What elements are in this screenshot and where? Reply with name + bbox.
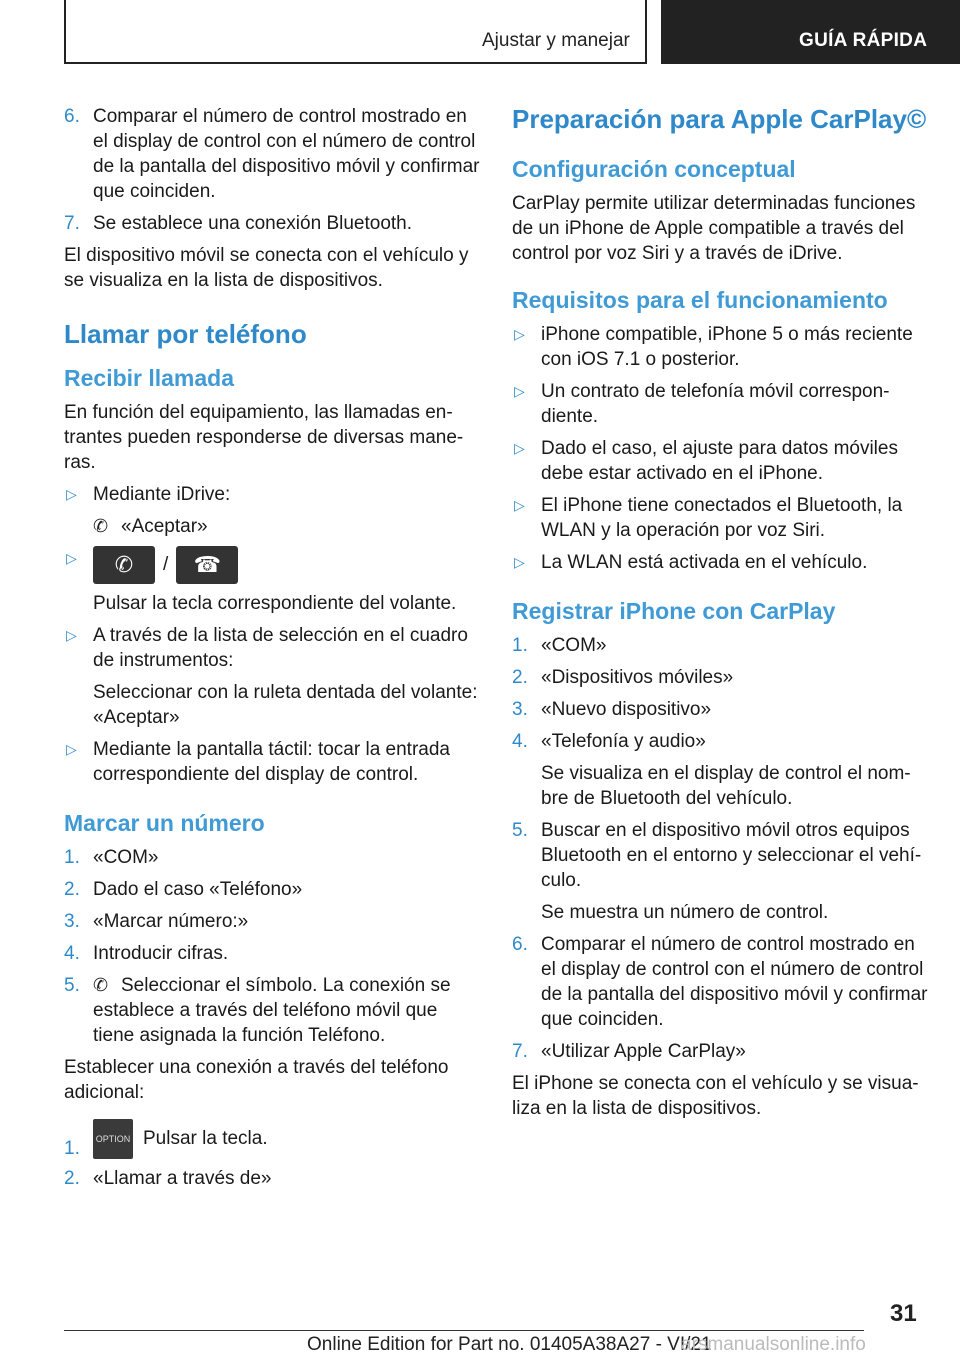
end-paragraph: El iPhone se conecta con el vehículo y se visua-liza en la lista de dispositivos. bbox=[512, 1073, 919, 1119]
item-text: A través de la lista de selección en el cuadro de instrumentos: bbox=[93, 625, 468, 671]
sub-line: Se visualiza en el display de control el nom-bre de Bluetooth del vehículo. bbox=[541, 763, 911, 809]
heading-config: Configuración conceptual bbox=[512, 156, 796, 182]
heading-registrar: Registrar iPhone con CarPlay bbox=[512, 598, 836, 624]
step-text: Introducir cifras. bbox=[93, 943, 229, 964]
list-item bbox=[64, 211, 482, 236]
sub-text: «Aceptar» bbox=[121, 516, 208, 537]
list-item bbox=[64, 482, 482, 507]
item-text: La WLAN está activada en el vehículo. bbox=[541, 552, 868, 573]
footer-edition: Online Edition for Part no. 01405A38A27 - VI/21 bbox=[307, 1334, 712, 1355]
step-number: 3. bbox=[512, 699, 528, 720]
list-item bbox=[512, 665, 930, 690]
list-item bbox=[512, 493, 930, 543]
step-text: Dado el caso «Teléfono» bbox=[93, 879, 303, 900]
footer-watermark: arsmanualsonline.info bbox=[681, 1334, 866, 1355]
list-item bbox=[64, 546, 482, 584]
step-text: «Utilizar Apple CarPlay» bbox=[541, 1041, 746, 1062]
triangle-bullet-icon: ▷ bbox=[66, 486, 77, 502]
step-number: 1. bbox=[512, 635, 528, 656]
heading-recibir: Recibir llamada bbox=[64, 365, 235, 391]
heading-requisitos: Requisitos para el funcionamiento bbox=[512, 287, 888, 313]
concept-paragraph: CarPlay permite utilizar determinadas funciones de un iPhone de Apple compatible a través del control por voz Siri y a través de iDrive. bbox=[512, 193, 916, 264]
right-column bbox=[512, 104, 930, 1128]
list-item bbox=[64, 737, 482, 787]
phone-icon: ✆ bbox=[93, 516, 109, 536]
list-item bbox=[512, 697, 930, 722]
list-item bbox=[512, 633, 930, 658]
accept-call-key-icon: ✆ bbox=[93, 546, 155, 584]
step-text: Se establece una conexión Bluetooth. bbox=[93, 213, 413, 234]
step-number: 3. bbox=[64, 911, 80, 932]
list-item bbox=[64, 104, 482, 204]
step-number: 6. bbox=[512, 934, 528, 955]
step-text: «Dispositivos móviles» bbox=[541, 667, 734, 688]
step-number: 2. bbox=[64, 879, 80, 900]
header-badge-label: GUÍA RÁPIDA bbox=[799, 30, 928, 51]
list-item bbox=[512, 932, 930, 1032]
triangle-bullet-icon: ▷ bbox=[514, 497, 525, 513]
sub-line bbox=[64, 514, 482, 539]
step-text: «Telefonía y audio» bbox=[541, 731, 706, 752]
heading-llamar: Llamar por teléfono bbox=[64, 319, 307, 349]
step-text: «COM» bbox=[541, 635, 607, 656]
step-number: 4. bbox=[64, 943, 80, 964]
list-item bbox=[64, 973, 482, 1048]
list-item bbox=[64, 909, 482, 934]
step-number: 4. bbox=[512, 731, 528, 752]
sub-line: Pulsar la tecla correspondiente del volante. bbox=[93, 593, 457, 614]
step-number: 5. bbox=[64, 975, 80, 996]
phone-icon: ✆ bbox=[93, 975, 109, 995]
list-item bbox=[64, 1166, 482, 1191]
item-text: Mediante iDrive: bbox=[93, 484, 231, 505]
header-section-title: Ajustar y manejar bbox=[482, 30, 630, 51]
triangle-bullet-icon: ▷ bbox=[514, 326, 525, 342]
list-item bbox=[512, 322, 930, 372]
receive-paragraph: En función del equipamiento, las llamadas en-trantes pueden responderse de diversas mane-ras. bbox=[64, 402, 464, 473]
step-text: Buscar en el dispositivo móvil otros equipos Bluetooth en el entorno y seleccionar el vehí-culo. bbox=[541, 820, 922, 891]
triangle-bullet-icon: ▷ bbox=[66, 550, 77, 566]
list-item bbox=[512, 729, 930, 754]
list-item bbox=[512, 379, 930, 429]
item-text: iPhone compatible, iPhone 5 o más reciente con iOS 7.1 o posterior. bbox=[541, 324, 913, 370]
item-text: El iPhone tiene conectados el Bluetooth, la WLAN y la operación por voz Siri. bbox=[541, 495, 903, 541]
end-call-key-icon: ☎ bbox=[176, 546, 238, 584]
page-number: 31 bbox=[890, 1300, 917, 1327]
triangle-bullet-icon: ▷ bbox=[514, 440, 525, 456]
list-item bbox=[64, 941, 482, 966]
step-text: «Llamar a través de» bbox=[93, 1168, 272, 1189]
triangle-bullet-icon: ▷ bbox=[514, 554, 525, 570]
step-number: 1. bbox=[64, 847, 80, 868]
left-column bbox=[64, 104, 482, 1198]
heading-marcar: Marcar un número bbox=[64, 810, 265, 836]
extra-paragraph: Establecer una conexión a través del teléfono adicional: bbox=[64, 1057, 449, 1103]
step-text: «Nuevo dispositivo» bbox=[541, 699, 712, 720]
list-item bbox=[64, 623, 482, 673]
intro-paragraph: El dispositivo móvil se conecta con el vehículo y se visualiza en la lista de dispositivos. bbox=[64, 245, 469, 291]
step-text: Pulsar la tecla. bbox=[143, 1128, 268, 1150]
item-text: Un contrato de telefonía móvil correspon-diente. bbox=[541, 381, 890, 427]
item-text: Dado el caso, el ajuste para datos móviles debe estar activado en el iPhone. bbox=[541, 438, 898, 484]
list-item bbox=[64, 845, 482, 870]
heading-carplay: Preparación para Apple CarPlay© bbox=[512, 104, 927, 134]
step-number: 6. bbox=[64, 106, 80, 127]
list-item bbox=[512, 436, 930, 486]
option-key-icon: OPTION bbox=[93, 1119, 133, 1159]
triangle-bullet-icon: ▷ bbox=[66, 741, 77, 757]
list-item bbox=[64, 877, 482, 902]
sub-line: Se muestra un número de control. bbox=[541, 902, 829, 923]
sub-line: Seleccionar con la ruleta dentada del volante: «Aceptar» bbox=[93, 682, 478, 728]
slash-separator: / bbox=[163, 554, 169, 576]
step-text: Seleccionar el símbolo. La conexión se establece a través del teléfono móvil que tiene asignada la función Teléfono. bbox=[93, 975, 451, 1046]
step-number: 5. bbox=[512, 820, 528, 841]
list-item bbox=[512, 1039, 930, 1064]
footer-divider bbox=[64, 1330, 864, 1331]
step-number: 2. bbox=[64, 1168, 80, 1189]
step-text: Comparar el número de control mostrado en el display de control con el número de control de la pantalla del dispositivo móvil y confirmar que coinciden. bbox=[93, 106, 480, 202]
triangle-bullet-icon: ▷ bbox=[514, 383, 525, 399]
step-number: 7. bbox=[64, 213, 80, 234]
triangle-bullet-icon: ▷ bbox=[66, 627, 77, 643]
step-number: 7. bbox=[512, 1041, 528, 1062]
step-text: «Marcar número:» bbox=[93, 911, 249, 932]
list-item bbox=[512, 550, 930, 575]
step-text: «COM» bbox=[93, 847, 159, 868]
list-item bbox=[512, 818, 930, 893]
step-number: 1. bbox=[64, 1138, 80, 1159]
item-text: Mediante la pantalla táctil: tocar la entrada correspondiente del display de control. bbox=[93, 739, 450, 785]
step-number: 2. bbox=[512, 667, 528, 688]
list-item bbox=[64, 1119, 482, 1159]
step-text: Comparar el número de control mostrado en el display de control con el número de control de la pantalla del dispositivo móvil y confirmar que coinciden. bbox=[541, 934, 928, 1030]
